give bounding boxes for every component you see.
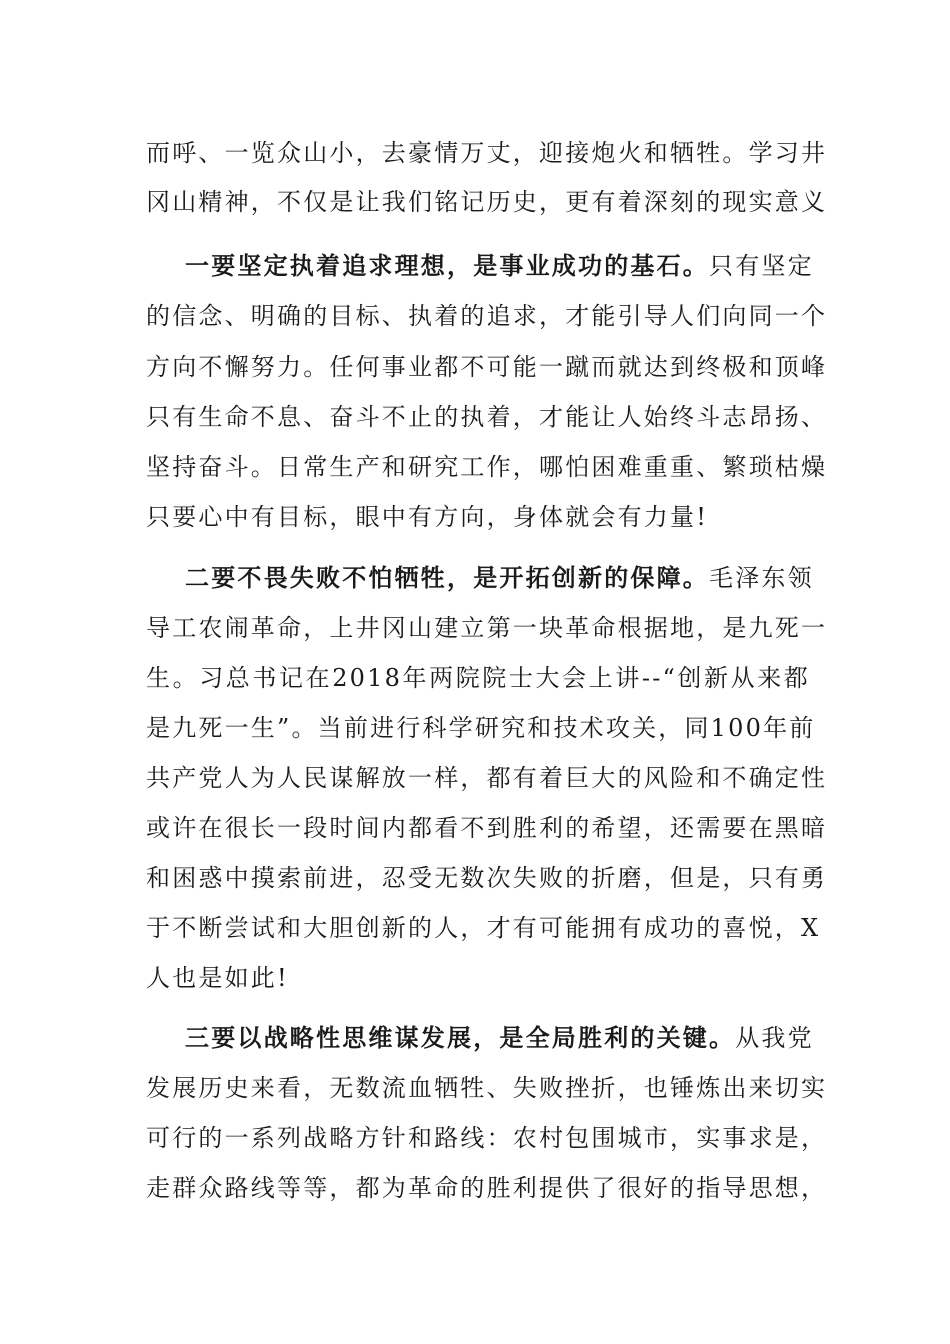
paragraph-1-heading: 一要坚定执着追求理想，是事业成功的基石。	[185, 251, 709, 280]
text-line-16: 或许在很长一段时间内都看不到胜利的希望，还需要在黑暗	[146, 814, 828, 842]
text-line-18: 于不断尝试和大胆创新的人，才有可能拥有成功的喜悦，X	[146, 914, 821, 942]
text-line-23: 可行的一系列战略方针和路线：农村包围城市，实事求是，	[146, 1124, 828, 1152]
text-line-17: 和困惑中摸索前进，忍受无数次失败的折磨，但是，只有勇	[146, 864, 828, 892]
paragraph-3-lead: 从我党	[735, 1024, 814, 1052]
paragraph-2-first-line	[185, 561, 814, 595]
text-line-1: 而呼、一览众山小，去豪情万丈，迎接炮火和牺牲。学习井	[146, 139, 828, 167]
text-line-19: 人也是如此!	[146, 964, 289, 992]
paragraph-1-lead: 只有坚定	[709, 252, 814, 280]
paragraph-1-first-line	[185, 249, 814, 283]
text-line-24: 走群众路线等等，都为革命的胜利提供了很好的指导思想，	[146, 1174, 828, 1202]
paragraph-2-lead: 毛泽东领	[709, 564, 814, 592]
text-line-13: 生。习总书记在2018年两院院士大会上讲--“创新从来都	[146, 664, 810, 692]
text-line-12: 导工农闹革命，上井冈山建立第一块革命根据地，是九死一	[146, 614, 828, 642]
text-line-5: 的信念、明确的目标、执着的追求，才能引导人们向同一个	[146, 302, 828, 330]
text-line-15: 共产党人为人民谋解放一样，都有着巨大的风险和不确定性	[146, 764, 828, 792]
text-line-2: 冈山精神，不仅是让我们铭记历史，更有着深刻的现实意义	[146, 188, 828, 216]
text-line-22: 发展历史来看，无数流血牺牲、失败挫折，也锤炼出来切实	[146, 1074, 828, 1102]
paragraph-2-heading: 二要不畏失败不怕牺牲，是开拓创新的保障。	[185, 563, 709, 592]
paragraph-3-heading: 三要以战略性思维谋发展，是全局胜利的关键。	[185, 1023, 736, 1052]
text-line-14: 是九死一生”。当前进行科学研究和技术攻关，同100年前	[146, 714, 816, 742]
paragraph-3-first-line	[185, 1021, 814, 1055]
text-line-6: 方向不懈努力。任何事业都不可能一蹴而就达到终极和顶峰	[146, 353, 828, 381]
text-line-9: 只要心中有目标，眼中有方向，身体就会有力量!	[146, 503, 709, 531]
text-line-8: 坚持奋斗。日常生产和研究工作，哪怕困难重重、繁琐枯燥	[146, 453, 828, 481]
text-line-7: 只有生命不息、奋斗不止的执着，才能让人始终斗志昂扬、	[146, 403, 828, 431]
